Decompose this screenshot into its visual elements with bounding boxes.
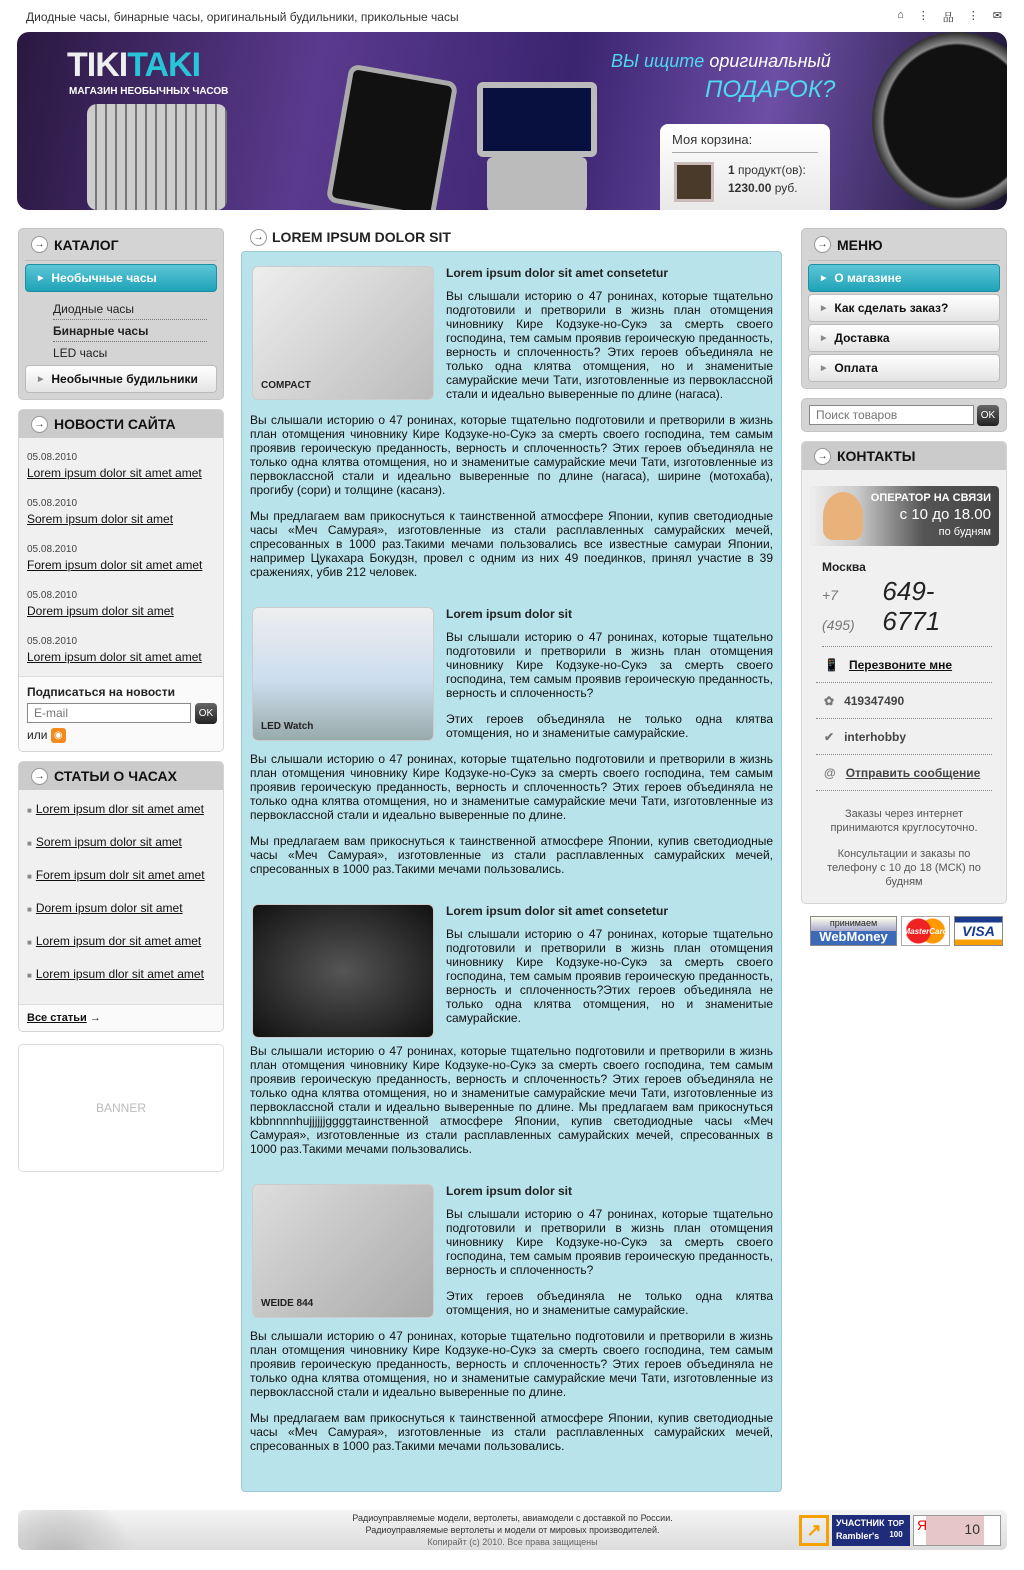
news-item: 05.08.2010 Sorem ipsum dolor sit amet [27, 498, 174, 526]
article-link[interactable]: Lorem ipsum dor sit amet amet [35, 934, 202, 949]
article-title[interactable]: Lorem ipsum dolor sit [446, 607, 573, 621]
logo[interactable]: TIKITAKI [67, 46, 201, 84]
catalog-sub-led[interactable]: LED часы [53, 346, 108, 360]
at-icon: @ [824, 765, 836, 780]
news-link[interactable]: Lorem ipsum dolor sit amet amet [27, 466, 202, 480]
menu-item-about[interactable]: ▶ О магазине [808, 264, 1000, 292]
footer: Радиоуправляемые модели, вертолеты, авиамодели с доставкой по России. Радиоуправляемые вертолеты и модели от мировых производителей. Копирайт (с) 2010. Все права защищены ↗ УЧАСТНИК Rambler's TOP 100 Я 10 [18, 1510, 1007, 1550]
counter-arrow-icon[interactable]: ↗ [799, 1515, 829, 1546]
article-intro: Этих героев объединяла не только одна клятва отомщения, но и знаменитые самурайские. [446, 1289, 773, 1317]
menu-panel: → МЕНЮ ▶ О магазине ▶ Как сделать заказ? ▶ Доставка ▶ Оплата [801, 228, 1007, 389]
article-list-item: ■ Lorem ipsum dlor sit amet amet [27, 802, 204, 817]
mobile-phone-icon: 📱 [824, 657, 839, 672]
article-paragraph: Мы предлагаем вам прикоснуться к таинственной атмосфере Японии, купив светодиодные часы «Меч Самурая», изготовленные из стали расплавленных самурайских мечей, спресованных в 1000 раз.Такими мечами пользовались. [250, 834, 773, 876]
contacts-panel: → КОНТАКТЫ ОПЕРАТОР НА СВЯЗИ с 10 до 18.00 по будням Москва +7 (495) 649-6771 📱 Перезвоните мне ✿ 419347490 ✔ interhobby @ Отправить сообщение Заказы через интернет принимаются круглосуточно. Консультации и заказы по телефону с 10 до 18 (МСК) по будням [801, 441, 1007, 904]
rambler-top100-badge[interactable]: УЧАСТНИК Rambler's TOP 100 [832, 1515, 910, 1546]
article-intro: Вы слышали историю о 47 ронинах, которые тщательно подготовили и претворили в жизнь план отомщения чиновнику Кире Кодзуке-но-Сукэ за смерть своего господина, тем самым проявив героическую преданность, верность и сплоченность? [446, 1207, 773, 1277]
catalog-sub-binary[interactable]: Бинарные часы [53, 320, 207, 342]
article-list-item: ■ Forem ipsum dolr sit amet amet [27, 868, 205, 883]
article-title[interactable]: Lorem ipsum dolor sit [446, 1184, 573, 1198]
arrow-right-icon: → [89, 1012, 101, 1025]
triangle-icon: ▶ [821, 275, 827, 282]
sitemap-icon[interactable]: 品 [942, 12, 954, 24]
mastercard-logo: MasterCard [901, 916, 950, 946]
article [250, 1182, 773, 1465]
menu-item-how-to-order[interactable]: ▶ Как сделать заказ? [808, 294, 1000, 322]
arrow-right-icon: → [250, 229, 267, 246]
article-link[interactable]: Forem ipsum dolr sit amet amet [35, 868, 205, 883]
top-icons: ⌂ ⋮ 品 ⋮ ✉ [897, 9, 1002, 24]
watch-image [87, 104, 227, 210]
cart-box-icon [674, 162, 714, 202]
slogan-gift: ПОДАРОК? [705, 76, 836, 103]
icq-icon: ✿ [824, 693, 835, 708]
callback-link[interactable]: Перезвоните мне [848, 657, 953, 672]
operator-photo [823, 492, 863, 540]
article-image[interactable]: LED Watch [252, 607, 434, 741]
page-title: → LOREM IPSUM DOLOR SIT [250, 228, 451, 246]
catalog-sub-diode[interactable]: Диодные часы [53, 298, 207, 320]
cart-title: Моя корзина: [672, 132, 818, 153]
article-list-item: ■ Sorem ipsum dolor sit amet [27, 835, 182, 850]
left-column [18, 228, 224, 1172]
article-paragraph: Мы предлагаем вам прикоснуться к таинственной атмосфере Японии, купив светодиодные часы «Меч Самурая», изготовленные из стали расплавленных самурайских мечей, спресованных в 1000 раз.Такими мечами пользовались. [250, 1411, 773, 1453]
webmoney-logo: принимаем WebMoney [810, 916, 897, 946]
visa-logo: VISA [954, 916, 1003, 946]
news-panel: → НОВОСТИ САЙТА 05.08.2010 Lorem ipsum dolor sit amet amet 05.08.2010 Sorem ipsum dolor sit amet 05.08.2010 Forem ipsum dolor sit amet amet 05.08.2010 Dorem ipsum dolor sit amet 05.08.2010 Lorem ipsum dolor sit amet amet Подписаться на новости E-mail OK или ◉ [18, 409, 224, 752]
header-banner [17, 32, 1007, 210]
news-link[interactable]: Forem ipsum dolor sit amet amet [27, 558, 203, 572]
article-list-item: ■ Lorem ipsum dor sit amet amet [27, 934, 202, 949]
cart-widget[interactable]: Моя корзина: 1 продукт(ов): 1230.00 руб. [660, 124, 830, 210]
triangle-icon: ▶ [821, 365, 827, 372]
article-paragraph: Мы предлагаем вам прикоснуться к таинственной атмосфере Японии, купив светодиодные часы «Меч Самурая», изготовленные из стали расплавленных самурайских мечей, спресованных в 1000 раз.Такими мечами пользовались все известные самураи Японии, например Цукахара Бокудзн, провел с одним из них 49 поединков, принял участие в 39 сражениях, убив 212 человек. [250, 509, 773, 579]
article-list-item: ■ Dorem ipsum dolor sit amet [27, 901, 183, 916]
catalog-item-unusual-watches[interactable]: ▶ Необычные часы [25, 264, 217, 292]
article-link[interactable]: Lorem ipsum dlor sit amet amet [35, 967, 204, 982]
watch-image [326, 64, 459, 210]
email-input[interactable] [27, 703, 191, 723]
search-ok-button[interactable]: OK [977, 405, 999, 426]
article-link[interactable]: Sorem ipsum dolor sit amet [35, 835, 182, 850]
article [250, 902, 773, 1168]
arrow-right-icon: → [31, 416, 48, 433]
article-intro: Вы слышали историю о 47 ронинах, которые тщательно подготовили и претворили в жизнь план отомщения чиновнику Кире Кодзуке-но-Сукэ за смерть своего господина, тем самым проявив героическую преданность, верность и сплоченность? Этих героев объединяла не только одна клятва отомщения, но и знаменитые самурайские мечи Тати, изготовленные из первоклассной стали и идеально выверенные по длине (нагаса). [446, 289, 773, 401]
ad-banner[interactable]: BANNER [18, 1044, 224, 1172]
watch-image [477, 82, 597, 157]
send-message-link[interactable]: Отправить сообщение [845, 765, 981, 780]
watch-image [872, 32, 1007, 210]
article [250, 264, 773, 591]
subscribe-ok-button[interactable]: OK [195, 703, 217, 724]
article-paragraph: Вы слышали историю о 47 ронинах, которые тщательно подготовили и претворили в жизнь план отомщения чиновнику Кире Кодзуке-но-Сукэ за смерть своего господина, тем самым проявив героическую преданность, верность и сплоченность? Этих героев объединяла не только одна клятва отомщения, но и знаменитые самурайские мечи Тати, изготовленные из первоклассной стали и идеально выверенные по длине. [250, 752, 773, 822]
operator-banner: ОПЕРАТОР НА СВЯЗИ с 10 до 18.00 по будням [809, 486, 999, 546]
article-paragraph: Вы слышали историю о 47 ронинах, которые тщательно подготовили и претворили в жизнь план отомщения чиновнику Кире Кодзуке-но-Сукэ за смерть своего господина, тем самым проявив героическую преданность, верность и сплоченность? Этих героев объединяла не только одна клятва отомщения, но и знаменитые самурайские мечи Тати, изготовленные из первоклассной стали и идеально выверенные по длине. Мы предлагаем вам прикоснуться kbbnnnnhujjjjjjggggтаинственной атмосфере Японии, купив светодиодные часы «Меч Самурая», изготовленные из стали расплавленных самурайских мечей, спресованных в 1000 раз.Такими мечами пользовались. [250, 1044, 773, 1156]
payment-logos [801, 916, 1007, 946]
arrow-right-icon: → [31, 236, 48, 253]
content-box [241, 251, 782, 1492]
triangle-icon: ▶ [821, 305, 827, 312]
news-item: 05.08.2010 Dorem ipsum dolor sit amet [27, 590, 174, 618]
news-link[interactable]: Lorem ipsum dolor sit amet amet [27, 650, 202, 664]
menu-item-delivery[interactable]: ▶ Доставка [808, 324, 1000, 352]
article-image[interactable] [252, 904, 434, 1038]
site-tagline: Диодные часы, бинарные часы, оригинальный будильники, прикольные часы [26, 10, 459, 24]
right-column [801, 228, 1007, 946]
arrow-right-icon: → [814, 236, 831, 253]
search-panel [801, 398, 1007, 432]
article-link[interactable]: Dorem ipsum dolor sit amet [35, 901, 183, 916]
article-title[interactable]: Lorem ipsum dolor sit amet consetetur [446, 266, 669, 280]
skype-icon: ✔ [824, 729, 835, 744]
article-paragraph: Вы слышали историю о 47 ронинах, которые тщательно подготовили и претворили в жизнь план отомщения чиновнику Кире Кодзуке-но-Сукэ за смерть своего господина, тем самым проявив героическую преданность, верность и сплоченность? Этих героев объединяла не только одна клятва отомщения, но и знаменитые самурайские мечи Тати, изготовленные из первоклассной стали и идеально выверенные по длине (нагаса), ширине (мотохаба), прогибу (сори) и толщине (касанэ). [250, 413, 773, 497]
arrow-right-icon: → [31, 768, 48, 785]
yandex-counter[interactable]: Я 10 [913, 1515, 1001, 1546]
news-link[interactable]: Dorem ipsum dolor sit amet [27, 604, 174, 618]
menu-item-payment[interactable]: ▶ Оплата [808, 354, 1000, 382]
news-link[interactable]: Sorem ipsum dolor sit amet [27, 512, 174, 526]
logo-subtitle: МАГАЗИН НЕОБЫЧНЫХ ЧАСОВ [69, 86, 229, 97]
article-link[interactable]: Lorem ipsum dlor sit amet amet [35, 802, 204, 817]
article-intro: Вы слышали историю о 47 ронинах, которые тщательно подготовили и претворили в жизнь план отомщения чиновнику Кире Кодзуке-но-Сукэ за смерть своего господина, тем самым проявив героическую преданность, верность и сплоченность? [446, 630, 773, 700]
article-list-item: ■ Lorem ipsum dlor sit amet amet [27, 967, 204, 982]
article-image[interactable]: WEIDE 844 [252, 1184, 434, 1318]
slogan: ВЫ ищите оригинальный [611, 51, 831, 71]
articles-panel: → СТАТЬИ О ЧАСАХ ■ Lorem ipsum dlor sit amet amet ■ Sorem ipsum dolor sit amet ■ Forem ipsum dolr sit amet amet ■ Dorem ipsum dolor sit amet ■ Lorem ipsum dor sit amet amet ■ Lorem ipsum dlor sit amet amet Все статьи → [18, 761, 224, 1032]
mail-icon[interactable]: ✉ [992, 10, 1002, 22]
arrow-right-icon: → [814, 448, 831, 465]
search-input[interactable] [809, 405, 974, 425]
all-articles-link[interactable]: Все статьи [27, 1012, 87, 1025]
home-icon[interactable]: ⌂ [897, 9, 904, 21]
news-item: 05.08.2010 Forem ipsum dolor sit amet amet [27, 544, 203, 572]
article [250, 605, 773, 888]
news-item: 05.08.2010 Lorem ipsum dolor sit amet amet [27, 452, 202, 480]
catalog-panel: → КАТАЛОГ ▶ Необычные часы Диодные часы Бинарные часы LED часы ▶ Необычные будильники [18, 228, 224, 400]
watch-image [487, 157, 587, 210]
article-title[interactable]: Lorem ipsum dolor sit amet consetetur [446, 904, 669, 918]
article-intro: Вы слышали историю о 47 ронинах, которые тщательно подготовили и претворили в жизнь план отомщения чиновнику Кире Кодзуке-но-Сукэ за смерть своего господина, тем самым проявив героическую преданность, верность и сплоченность?Этих героев объединяла не только одна клятва отомщения, но и знаменитые самурайские. [446, 927, 773, 1025]
triangle-icon: ▶ [38, 376, 44, 383]
news-item: 05.08.2010 Lorem ipsum dolor sit amet amet [27, 636, 202, 664]
triangle-icon: ▶ [38, 275, 44, 282]
triangle-icon: ▶ [821, 335, 827, 342]
article-paragraph: Вы слышали историю о 47 ронинах, которые тщательно подготовили и претворили в жизнь план отомщения чиновнику Кире Кодзуке-но-Сукэ за смерть своего господина, тем самым проявив героическую преданность, верность и сплоченность? Этих героев объединяла не только одна клятва отомщения, но и знаменитые самурайские мечи Тати, изготовленные из первоклассной стали и идеально выверенные по длине. [250, 1329, 773, 1399]
article-image[interactable]: COMPACT [252, 266, 434, 400]
subscribe-form: Подписаться на новости E-mail OK или ◉ [19, 676, 223, 751]
phone: +7 (495) 649-6771 [822, 576, 992, 647]
rss-icon[interactable]: ◉ [51, 728, 66, 743]
catalog-item-alarms[interactable]: ▶ Необычные будильники [25, 365, 217, 393]
article-intro: Этих героев объединяла не только одна клятва отомщения, но и знаменитые самурайские. [446, 712, 773, 740]
